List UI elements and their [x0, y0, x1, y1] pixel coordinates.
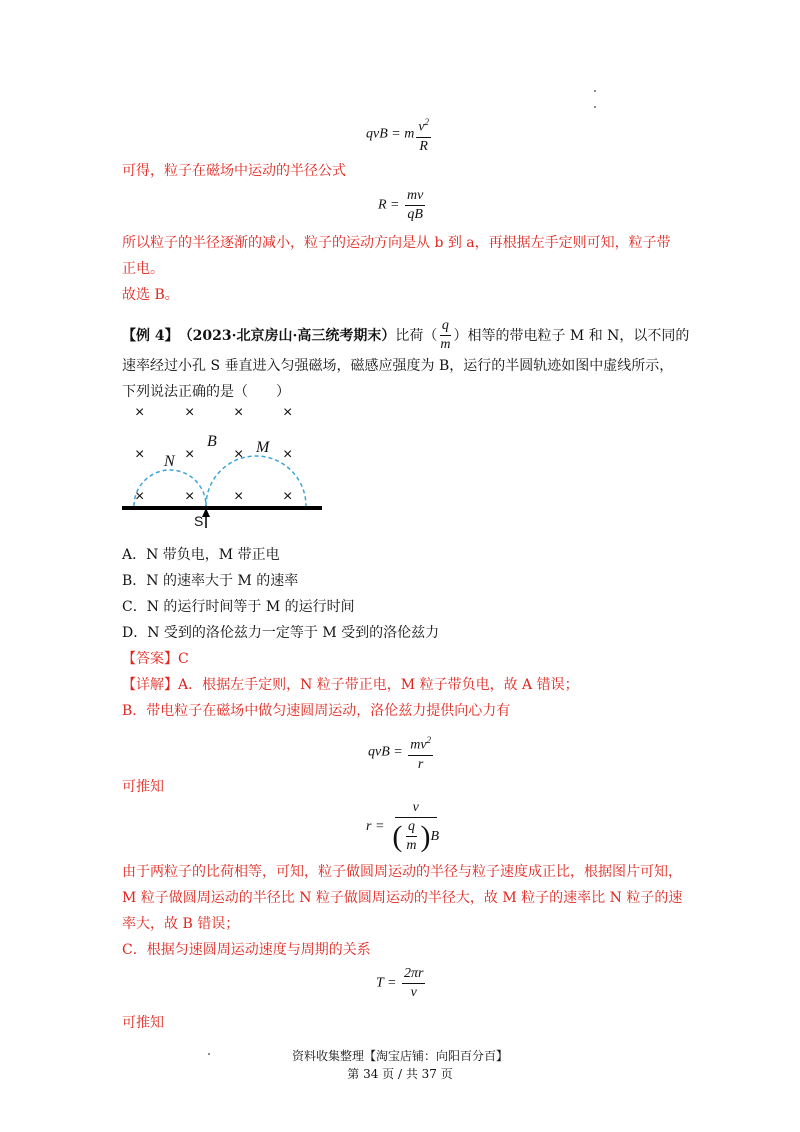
answer-value: C	[178, 651, 189, 667]
label-s: S	[194, 513, 204, 529]
decorative-dot	[594, 90, 596, 92]
fraction	[402, 966, 425, 1001]
fraction-denominator	[390, 818, 441, 854]
example-text-a: 比荷（	[395, 327, 438, 344]
equation-lhs: qvB = m	[366, 126, 415, 142]
example-label: 【例 4】	[122, 327, 179, 344]
footer-page-number: 第 34 页 / 共 37 页	[347, 1067, 453, 1081]
explain-line-c2: M 粒子做圆周运动的半径比 N 粒子做圆周运动的半径大，故 M 粒子的速率比 N 粒子的速	[122, 890, 683, 906]
example-line3: 下列说法正确的是（ ）	[122, 384, 290, 400]
text-radius-formula: 可得，粒子在磁场中运动的半径公式	[122, 163, 346, 179]
paren-left: (	[392, 819, 403, 853]
example-source: （2023·北京房山·高三统考期末）	[178, 327, 396, 344]
field-cross: ×	[234, 446, 244, 463]
text-choose-b: 故选 B。	[122, 287, 179, 303]
example-line2: 速率经过小孔 S 垂直进入匀强磁场，磁感应强度为 B，运行的半圆轨迹如图中虚线所示，	[122, 358, 674, 374]
field-cross: ×	[135, 446, 145, 463]
text-can-infer-1: 可推知	[122, 779, 164, 795]
option-a: A．N 带负电，M 带正电	[122, 547, 280, 563]
fraction-numerator: v	[418, 119, 425, 135]
field-cross: ×	[234, 404, 244, 421]
field-cross: ×	[283, 446, 293, 463]
inner-numerator: q	[406, 819, 417, 837]
field-cross: ×	[283, 488, 293, 505]
fraction-numerator: q	[440, 318, 451, 336]
field-cross: ×	[234, 488, 244, 505]
superscript: 2	[424, 117, 430, 127]
equation-lhs: R =	[378, 197, 400, 213]
field-cross: ×	[185, 488, 195, 505]
equation-radius-ratio	[366, 800, 443, 854]
explain-line-c3: 率大，故 B 错误；	[122, 916, 240, 932]
option-d: D．N 受到的洛伦兹力一定等于 M 受到的洛伦兹力	[122, 625, 440, 641]
superscript: 2	[426, 735, 432, 745]
fraction	[390, 800, 441, 854]
field-cross: ×	[185, 404, 195, 421]
equation-centripetal	[368, 732, 435, 773]
fraction-numerator: v	[395, 800, 437, 818]
equation-lorentz-centripetal	[366, 114, 433, 155]
explain-line-b: B．带电粒子在磁场中做匀速圆周运动，洛伦兹力提供向心力有	[122, 703, 511, 719]
explain-line-d: C．根据匀速圆周运动速度与周期的关系	[122, 942, 371, 958]
explain-line-a	[122, 675, 579, 695]
option-c: C．N 的运行时间等于 M 的运行时间	[122, 599, 355, 615]
fraction-denominator: m	[440, 337, 451, 352]
explain-a: A．根据左手定则，N 粒子带正电，M 粒子带负电，故 A 错误；	[178, 677, 579, 693]
equation-radius	[378, 188, 427, 223]
fraction-denominator: R	[419, 138, 428, 154]
equation-tail: B	[430, 828, 440, 844]
example-heading	[122, 318, 689, 353]
field-cross: ×	[135, 488, 145, 505]
magnetic-field-figure	[118, 398, 328, 530]
charge-mass-ratio	[438, 318, 452, 353]
trajectory-n	[134, 470, 206, 506]
option-b: B．N 的速率大于 M 的速率	[122, 573, 299, 589]
fraction	[408, 732, 433, 773]
field-cross: ×	[185, 446, 195, 463]
decorative-dot	[594, 106, 596, 108]
label-n: N	[164, 453, 175, 470]
fraction-denominator: qB	[407, 207, 423, 222]
inner-denominator: m	[406, 838, 417, 853]
fraction-numerator: mv	[410, 737, 427, 753]
label-m: M	[256, 439, 270, 456]
fraction	[416, 114, 431, 155]
explain-label: 【详解】	[122, 677, 178, 693]
field-cross: ×	[135, 404, 145, 421]
paren-right: )	[420, 819, 431, 853]
example-text-b: ）相等的带电粒子 M 和 N，以不同的	[453, 327, 690, 344]
text-conclusion-line2: 正电。	[122, 261, 164, 277]
fraction-denominator: r	[417, 756, 424, 772]
fraction	[405, 188, 425, 223]
explain-line-c1: 由于两粒子的比荷相等，可知，粒子做圆周运动的半径与粒子速度成正比，根据图片可知，	[122, 864, 682, 880]
equation-lhs: qvB =	[368, 744, 403, 760]
text-conclusion-line1: 所以粒子的半径逐渐的减小，粒子的运动方向是从 b 到 a，再根据左手定则可知，粒子带	[122, 235, 671, 251]
label-b: B	[207, 433, 217, 450]
answer-label: 【答案】	[122, 651, 178, 667]
answer	[122, 649, 189, 669]
footer-source: 资料收集整理【淘宝店铺：向阳百分百】	[291, 1049, 508, 1063]
fraction-denominator: v	[410, 985, 417, 1000]
equation-lhs: r =	[366, 819, 385, 834]
text-can-infer-2: 可推知	[122, 1015, 164, 1031]
field-cross: ×	[283, 404, 293, 421]
equation-lhs: T =	[376, 975, 397, 991]
inner-fraction	[404, 819, 418, 854]
fraction-numerator: mv	[405, 188, 425, 206]
fraction-numerator: 2πr	[402, 966, 425, 984]
equation-period	[376, 966, 427, 1001]
